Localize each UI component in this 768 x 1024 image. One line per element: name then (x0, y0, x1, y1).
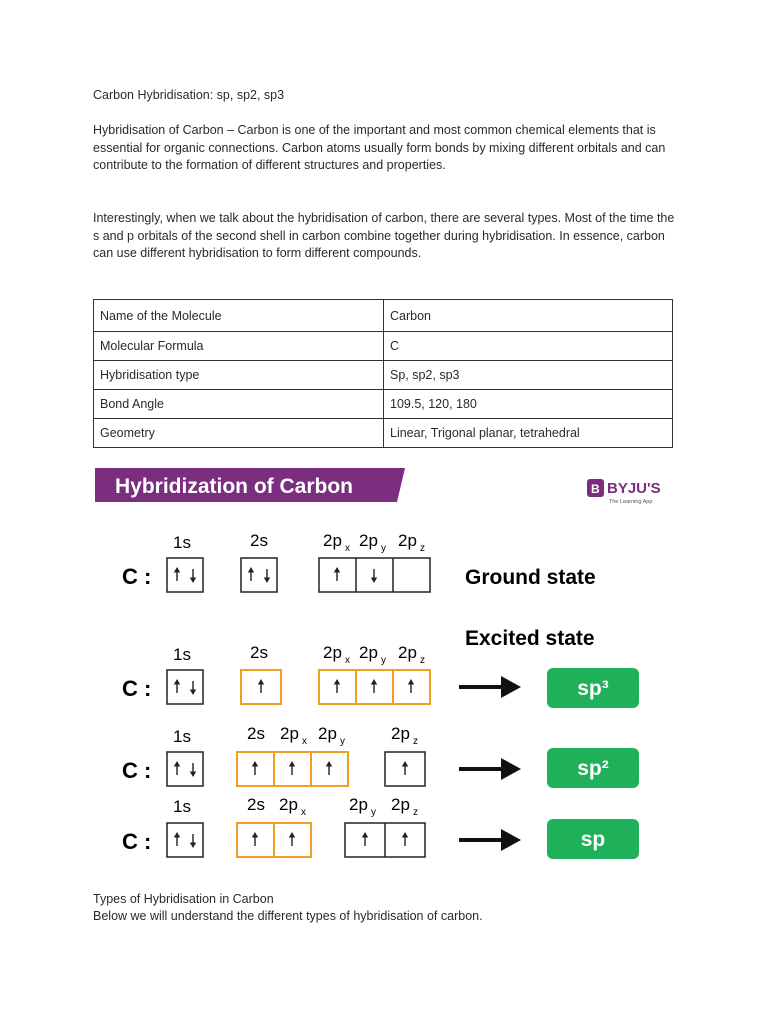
table-cell: 109.5, 120, 180 (384, 390, 673, 419)
svg-text:2p: 2p (318, 724, 337, 743)
orbital-label-2s: 2s (247, 724, 265, 743)
atom-label: C : (122, 676, 152, 701)
right-arrow-icon (459, 758, 521, 780)
atom-label: C : (122, 829, 152, 854)
orbital-box-1s (167, 823, 203, 857)
table-cell: Bond Angle (94, 390, 384, 419)
svg-text:x: x (345, 543, 350, 554)
orbital-label-2pz (391, 795, 418, 818)
svg-text:z: z (413, 736, 418, 747)
svg-text:2p: 2p (349, 795, 368, 814)
document-title: Carbon Hybridisation: sp, sp2, sp3 (93, 88, 285, 102)
banner-title: Hybridization of Carbon (115, 475, 353, 498)
table-row (94, 419, 673, 448)
orbital-label-1s: 1s (173, 797, 191, 816)
svg-text:x: x (301, 807, 306, 818)
orbital-label-2pz (398, 643, 425, 666)
svg-text:z: z (420, 543, 425, 554)
sp-label: sp (580, 828, 606, 851)
orbital-label-1s: 1s (173, 727, 191, 746)
svg-text:B: B (591, 482, 600, 496)
logo-tagline: The Learning App (609, 499, 653, 505)
svg-text:2p: 2p (391, 795, 410, 814)
orbital-label-2s: 2s (250, 531, 268, 550)
logo-text: BYJU'S (607, 480, 661, 497)
svg-text:y: y (340, 736, 345, 747)
table-cell: Hybridisation type (94, 361, 384, 390)
svg-text:z: z (413, 807, 418, 818)
orbital-label-2py (349, 795, 376, 818)
svg-text:x: x (345, 655, 350, 666)
table-cell: Sp, sp2, sp3 (384, 361, 673, 390)
orbital-label-2py (318, 724, 345, 747)
orbital-label-2px (323, 531, 350, 554)
svg-text:2p: 2p (359, 531, 378, 550)
svg-text:z: z (420, 655, 425, 666)
excited-state-label: Excited state (465, 627, 595, 650)
ground-state-label: Ground state (465, 566, 596, 589)
table-cell: Carbon (384, 300, 673, 332)
hybridisation-paragraph: Interestingly, when we talk about the hybridisation of carbon, there are several types. Most of the time the s and p orbitals of the second shell in carbon combine together during hybridisation. In essence, carbon can use different hybridisation to form different compounds. (93, 211, 675, 260)
svg-text:y: y (381, 655, 386, 666)
svg-text:2p: 2p (279, 795, 298, 814)
section-description: Below we will understand the different types of hybridisation of carbon. (93, 909, 483, 923)
svg-text:2p: 2p (398, 643, 417, 662)
properties-table (93, 299, 673, 448)
table-row (94, 332, 673, 361)
orbital-label-2s: 2s (247, 795, 265, 814)
orbital-box-1s (167, 752, 203, 786)
right-arrow-icon (459, 829, 521, 851)
svg-text:x: x (302, 736, 307, 747)
orbital-label-2py (359, 531, 386, 554)
atom-label: C : (122, 758, 152, 783)
orbital-box-1s (167, 670, 203, 704)
table-cell: Linear, Trigonal planar, tetrahedral (384, 419, 673, 448)
table-row (94, 390, 673, 419)
atom-label: C : (122, 564, 152, 589)
svg-text:2p: 2p (359, 643, 378, 662)
orbital-label-2px (279, 795, 306, 818)
right-arrow-icon (459, 676, 521, 698)
orbital-box-1s (167, 558, 203, 592)
sp2-label: sp² (577, 757, 609, 780)
svg-text:2p: 2p (280, 724, 299, 743)
orbital-label-2pz (391, 724, 418, 747)
intro-paragraph: Hybridisation of Carbon – Carbon is one of the important and most common chemical elements that is essential for organic connections. Carbon atoms usually form bonds by mixing different orbitals and can contribute to the formation of different structures and properties. (93, 123, 666, 172)
table-row (94, 361, 673, 390)
svg-text:2p: 2p (391, 724, 410, 743)
orbital-label-2py (359, 643, 386, 666)
orbital-box-2s (241, 558, 277, 592)
svg-text:y: y (371, 807, 376, 818)
orbital-label-1s: 1s (173, 533, 191, 552)
svg-text:2p: 2p (323, 643, 342, 662)
table-cell: Molecular Formula (94, 332, 384, 361)
sp3-label: sp³ (577, 677, 609, 700)
byjus-logo (587, 479, 661, 505)
svg-text:2p: 2p (398, 531, 417, 550)
section-heading: Types of Hybridisation in Carbon (93, 892, 274, 906)
svg-text:2p: 2p (323, 531, 342, 550)
table-cell: Name of the Molecule (94, 300, 384, 332)
svg-text:y: y (381, 543, 386, 554)
orbital-label-2px (323, 643, 350, 666)
table-row (94, 300, 673, 332)
orbital-label-1s: 1s (173, 645, 191, 664)
table-cell: Geometry (94, 419, 384, 448)
orbital-label-2px (280, 724, 307, 747)
hybridization-diagram (93, 462, 673, 882)
table-cell: C (384, 332, 673, 361)
orbital-label-2pz (398, 531, 425, 554)
orbital-label-2s: 2s (250, 643, 268, 662)
